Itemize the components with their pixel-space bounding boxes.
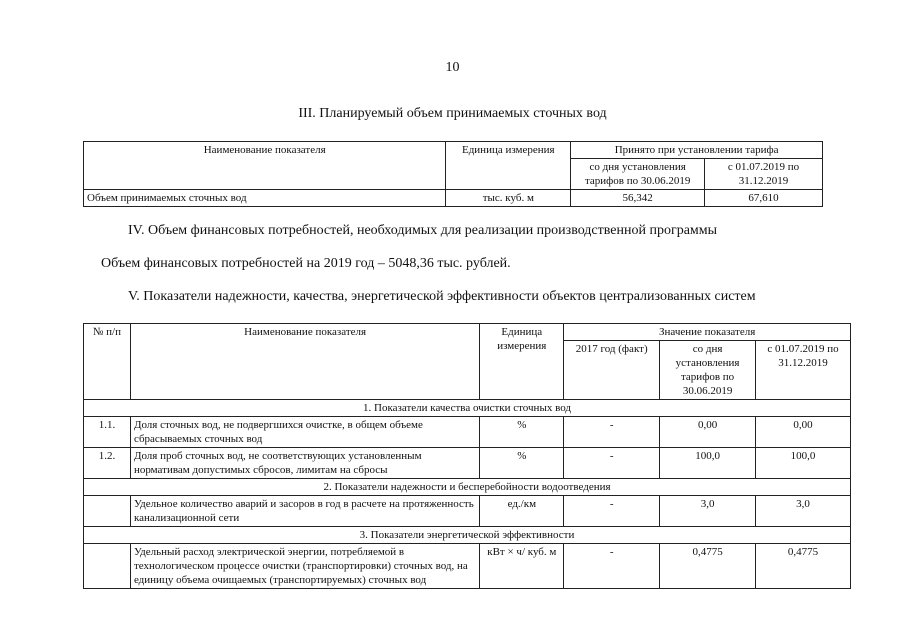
row-num: 1.1. (84, 417, 131, 448)
table-row (84, 496, 851, 527)
row-value1: 3,0 (660, 496, 756, 527)
row-value2: 3,0 (756, 496, 851, 527)
group-reliability: 2. Показатели надежности и бесперебойности водоотведения (84, 479, 851, 496)
header-value: Значение показателя (564, 324, 851, 341)
row-fact: - (564, 448, 660, 479)
header-fact: 2017 год (факт) (564, 341, 660, 400)
row-value2: 100,0 (756, 448, 851, 479)
row-fact: - (564, 496, 660, 527)
row-value1: 100,0 (660, 448, 756, 479)
table-row (84, 417, 851, 448)
header-period2: с 01.07.2019 по 31.12.2019 (756, 341, 851, 400)
row-num (84, 496, 131, 527)
row-unit: ед./км (480, 496, 564, 527)
header-period1: со дня установления тарифов по 30.06.2019 (660, 341, 756, 400)
row-name: Доля сточных вод, не подвергшихся очистке, в общем объеме сбрасываемых сточных вод (130, 417, 479, 448)
header-period2: с 01.07.2019 по 31.12.2019 (705, 159, 823, 190)
row-value1: 0,4775 (660, 544, 756, 589)
header-name: Наименование показателя (84, 142, 446, 190)
row-unit: % (480, 417, 564, 448)
row-name: Объем принимаемых сточных вод (84, 190, 446, 207)
table-row (84, 544, 851, 589)
indicators-table (83, 323, 851, 589)
row-unit: % (480, 448, 564, 479)
section4-title: IV. Объем финансовых потребностей, необходимых для реализации производственной программы (128, 223, 718, 238)
header-period1: со дня установления тарифов по 30.06.2019 (571, 159, 705, 190)
header-num: № п/п (84, 324, 131, 400)
header-unit: Единица измерения (446, 142, 571, 190)
group-energy: 3. Показатели энергетической эффективности (84, 527, 851, 544)
row-unit: тыс. куб. м (446, 190, 571, 207)
page-number: 10 (445, 60, 460, 75)
section3-title: III. Планируемый объем принимаемых сточных вод (298, 106, 607, 121)
row-name: Доля проб сточных вод, не соответствующих установленным нормативам допустимых сбросов, лимитам на сбросы (130, 448, 479, 479)
row-value2: 0,00 (756, 417, 851, 448)
row-fact: - (564, 544, 660, 589)
row-unit: кВт × ч/ куб. м (480, 544, 564, 589)
header-unit: Единица измерения (480, 324, 564, 400)
financial-needs-text: Объем финансовых потребностей на 2019 год – 5048,36 тыс. рублей. (101, 256, 511, 271)
row-num (84, 544, 131, 589)
wastewater-volume-table (83, 141, 823, 207)
section5-title: V. Показатели надежности, качества, энергетической эффективности объектов централизованных систем (128, 289, 756, 304)
row-value1: 0,00 (660, 417, 756, 448)
row-value2: 0,4775 (756, 544, 851, 589)
row-name: Удельное количество аварий и засоров в год в расчете на протяженность канализационной сети (130, 496, 479, 527)
row-value2: 67,610 (705, 190, 823, 207)
group-quality: 1. Показатели качества очистки сточных вод (84, 400, 851, 417)
row-value1: 56,342 (571, 190, 705, 207)
row-name: Удельный расход электрической энергии, потребляемой в технологическом процессе очистки (транспортировки) сточных вод, на единицу объема очищаемых (транспортируемых) сточных вод (130, 544, 479, 589)
row-num: 1.2. (84, 448, 131, 479)
header-name: Наименование показателя (130, 324, 479, 400)
table-row (84, 190, 823, 207)
row-fact: - (564, 417, 660, 448)
header-accepted: Принято при установлении тарифа (571, 142, 823, 159)
table-row (84, 448, 851, 479)
